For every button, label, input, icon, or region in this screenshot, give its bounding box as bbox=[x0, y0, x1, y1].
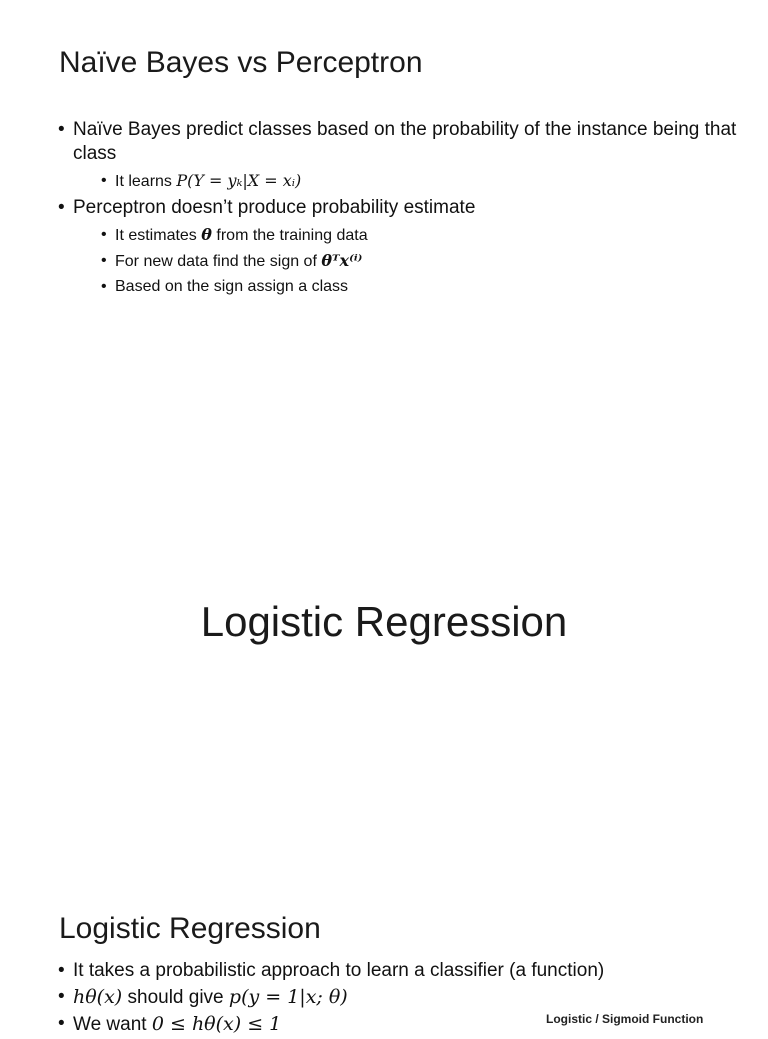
bullet-text: should give bbox=[127, 987, 224, 1008]
bullet-text: We want bbox=[73, 1014, 147, 1035]
bullet-text: Based on the sign assign a class bbox=[115, 278, 349, 295]
slide3-bullets bbox=[58, 959, 738, 1039]
math-expression: θ bbox=[201, 225, 212, 244]
list-item bbox=[101, 274, 738, 299]
list-item bbox=[101, 168, 738, 194]
slide3-title: Logistic Regression bbox=[59, 912, 321, 945]
bullet-text: It learns bbox=[115, 173, 172, 190]
bullet-text: from the training data bbox=[216, 227, 368, 244]
bullet-text: For new data find the sign of bbox=[115, 253, 317, 270]
slide1-bullets bbox=[58, 118, 738, 301]
math-expression: θᵀx⁽ⁱ⁾ bbox=[321, 251, 363, 270]
bullet-text: It estimates bbox=[115, 227, 197, 244]
list-item bbox=[58, 959, 738, 983]
math-expression: hθ(x) bbox=[73, 986, 123, 1008]
math-expression: p(y = 1|x; θ) bbox=[228, 986, 348, 1008]
figure-caption: Logistic / Sigmoid Function bbox=[546, 1012, 704, 1026]
list-item bbox=[58, 196, 738, 299]
math-expression: 0 ≤ hθ(x) ≤ 1 bbox=[151, 1013, 282, 1035]
list-item bbox=[101, 222, 738, 248]
bullet-text: It takes a probabilistic approach to learn a classifier (a function) bbox=[73, 960, 605, 981]
sub-bullets bbox=[101, 222, 738, 299]
list-item bbox=[101, 248, 738, 274]
slide1-title: Naïve Bayes vs Perceptron bbox=[59, 46, 423, 79]
bullet-text: Naïve Bayes predict classes based on the probability of the instance being that class bbox=[73, 119, 737, 164]
sub-bullets bbox=[101, 168, 738, 194]
math-expression: P(Y = yₖ|X = xᵢ) bbox=[176, 171, 302, 190]
list-item bbox=[58, 118, 738, 194]
list-item bbox=[58, 985, 738, 1010]
slide2-title: Logistic Regression bbox=[200, 598, 568, 645]
bullet-text: Perceptron doesn’t produce probability estimate bbox=[73, 197, 476, 218]
